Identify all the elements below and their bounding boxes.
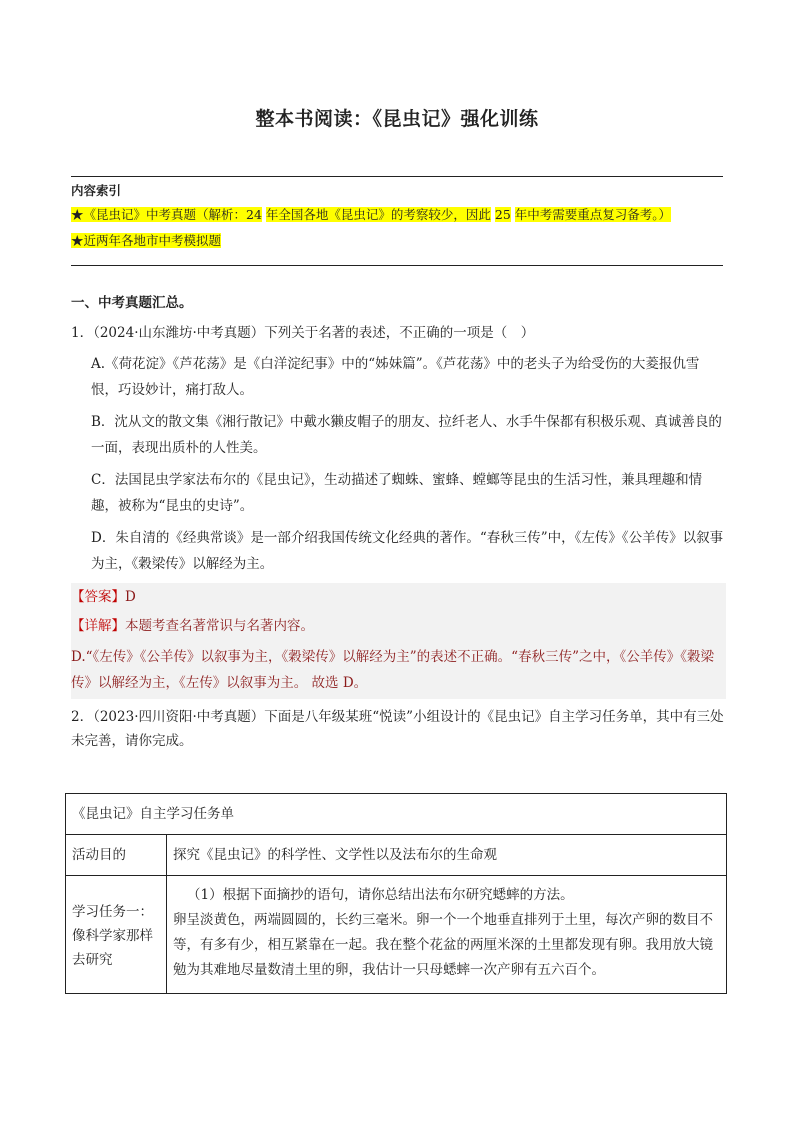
question-1-stem: 1．（2024·山东潍坊·中考真题）下列关于名著的表述，不正确的一项是（ ） (71, 325, 535, 341)
index-line-1 (71, 206, 723, 224)
purpose-label: 活动目的 (66, 835, 167, 876)
index-line-1-part: 年中考需要重点复习备考。） (514, 207, 672, 222)
detail-explanation: D.“《左传》《公羊传》以叙事为主，《穀梁传》以解经为主”的表述不正确。“春秋三传”之中，《公羊传》《穀梁传》以解经为主，《左传》以叙事为主。 故选 D。 (71, 649, 714, 691)
main-content (71, 292, 726, 753)
index-line-1-part: 年全国各地《昆虫记》的考察较少，因此 (265, 207, 491, 222)
index-line-2 (71, 232, 723, 250)
detail-line (71, 612, 726, 641)
page-title: 整本书阅读：《昆虫记》强化训练 (255, 108, 539, 130)
question-2-stem: 2．（2023·四川资阳·中考真题）下面是八年级某班“悦读”小组设计的《昆虫记》自主学习任务单，其中有三处未完善，请你完成。 (71, 709, 724, 749)
task1-prompt: （1）根据下面摘抄的语句，请你总结出法布尔研究蟋蟀的方法。 (187, 887, 574, 903)
option-a: A.《荷花淀》《芦花荡》是《白洋淀纪事》中的“姊妹篇”。《芦花荡》中的老头子为给受伤的大菱报仇雪恨，巧设妙计，痛打敌人。 (91, 356, 700, 398)
task1-content (167, 876, 727, 994)
task1-quote: 卵呈淡黄色，两端圆圆的，长约三毫米。卵一个一个地垂直排列于土里，每次产卵的数目不等，有多有少，相互紧靠在一起。我在整个花盆的两厘米深的土里都发现有卵。我用放大镜勉为其难地尽量数清土里的卵，我估计一只母蟋蟀一次产卵有五六百个。 (173, 912, 713, 978)
index-line-1-part: ★《昆虫记》中考真题（解析：24 (71, 207, 262, 222)
option-c: C．法国昆虫学家法布尔的《昆虫记》，生动描述了蜘蛛、蜜蜂、螳螂等昆虫的生活习性，兼具理趣和情趣，被称为“昆虫的史诗”。 (91, 472, 703, 514)
purpose-text: 探究《昆虫记》的科学性、文学性以及法布尔的生命观 (167, 835, 727, 876)
task-table (65, 793, 727, 994)
answer-line (71, 583, 726, 612)
option-b: B．沈从文的散文集《湘行散记》中戴水獭皮帽子的朋友、拉纤老人、水手牛保都有积极乐观、真诚善良的一面，表现出质朴的人性美。 (91, 414, 722, 456)
task-table-header: 《昆虫记》自主学习任务单 (66, 794, 727, 835)
option-d: D．朱自清的《经典常谈》是一部介绍我国传统文化经典的著作。“春秋三传”中，《左传》《公羊传》以叙事为主，《穀梁传》以解经为主。 (91, 530, 724, 572)
task1-label: 学习任务一：像科学家那样去研究 (66, 876, 167, 994)
answer-label: 【答案】 (71, 589, 125, 605)
answer-block (71, 583, 726, 699)
detail-text: 本题考查名著常识与名著内容。 (125, 618, 314, 634)
index-heading: 内容索引 (71, 183, 122, 198)
index-line-2-text: ★近两年各地市中考模拟题 (71, 233, 222, 248)
detail-label: 【详解】 (71, 618, 125, 634)
answer-value: D (125, 589, 136, 605)
section-heading: 一、中考真题汇总。 (71, 295, 193, 311)
index-line-1-part: 25 (494, 207, 511, 222)
content-index (71, 176, 723, 266)
